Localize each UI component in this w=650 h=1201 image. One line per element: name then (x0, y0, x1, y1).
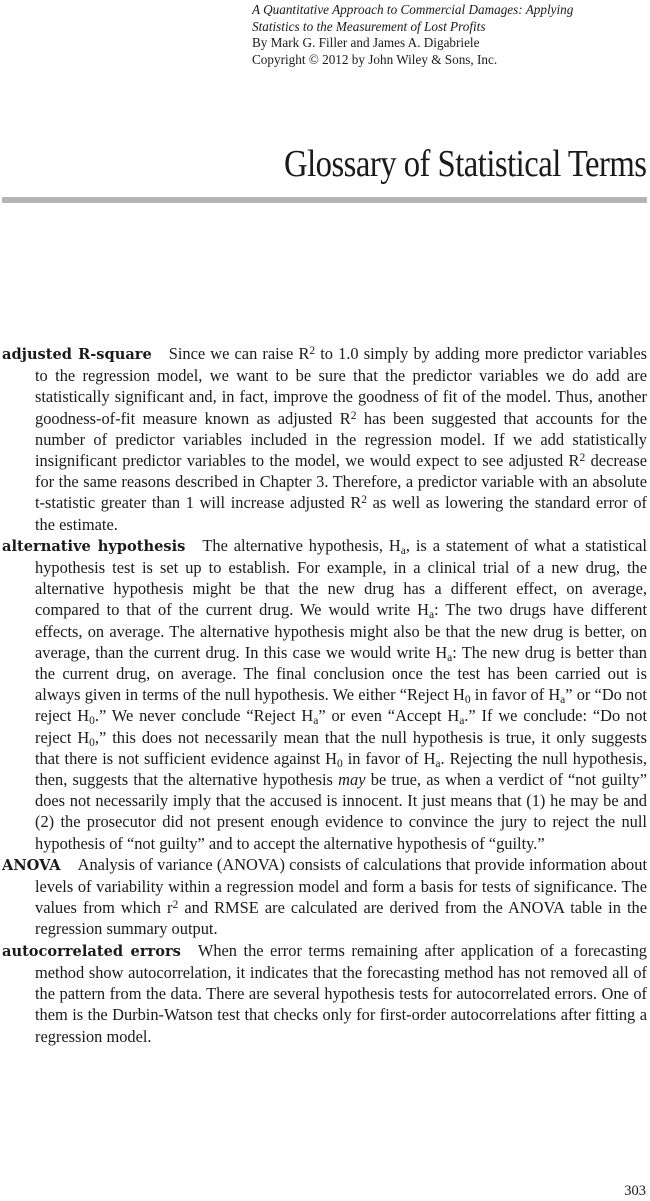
book-copyright: Copyright © 2012 by John Wiley & Sons, Inc. (252, 51, 498, 67)
book-title-line-2: Statistics to the Measurement of Lost Profits (252, 18, 486, 34)
chapter-title: Glossary of Statistical Terms (283, 143, 646, 185)
glossary-term: adjusted R-square (2, 346, 152, 363)
glossary-entry-anova: ANOVA Analysis of variance (ANOVA) consists of calculations that provide information about levels of variability within a regression model and form a basis for tests of significance. The values from which $r^2$ and RMSE are calculated are derived from the ANOVA table in the regression summary output. (2, 854, 647, 939)
book-header (252, 2, 647, 68)
title-rule (2, 197, 647, 203)
glossary-entry-adjusted-r-square: adjusted R-square Since we can raise $R^2$ to 1.0 simply by adding more predictor variables to the regression model, we want to be sure that the predictor variables we do add are statistically significant and, in fact, improve the goodness of fit of the model. Thus, another goodness-of-fit measure known as adjusted $R^2$ has been suggested that accounts for the number of predictor variables included in the regression model. If we add statistically insignificant predictor variables to the model, we would expect to see adjusted $R^2$ decrease for the same reasons described in Chapter 3. Therefore, a predictor variable with an absolute t-statistic greater than 1 will increase adjusted $R^2$ as well as lowering the standard error of the estimate. (2, 344, 648, 534)
glossary-entry-alternative-hypothesis: alternative hypothesis The alternative hypothesis, $H_a$, is a statement of what a statistical hypothesis test is set up to establish. For example, in a clinical trial of a new drug, the alternative hypothesis might be that the new drug has a different effect, on average, compared to that of the current drug. We would write $H_a$: The two drugs have different effects, on average. The alternative hypothesis might also be that the new drug is better, on average, than the current drug. In this case we would write $H_a$: The new drug is better than the current drug, on average. The final conclusion once the test has been carried out is always given in terms of the null hypothesis. We either “Reject $H_0$ in favor of $H_a$” or “Do not reject $H_0$.” We never conclude “Reject $H_a$” or even “Accept $H_a$.” If we conclude: “Do not reject $H_0$,” this does not necessarily mean that the null hypothesis is true, it only suggests that there is not sufficient evidence against $H_0$ in favor of $H_a$. Rejecting the null hypothesis, then, suggests that the alternative hypothesis may be true, as when a verdict of “not guilty” does not necessarily imply that the accused is innocent. It just means that (1) he may be and (2) the prosecutor did not present enough evidence to convince the jury to reject the null hypothesis of “not guilty” and to accept the alternative hypothesis of “guilty.” (2, 535, 648, 853)
glossary-term: alternative hypothesis (2, 537, 186, 555)
book-title-line-1: A Quantitative Approach to Commercial Damages: Applying (252, 2, 574, 17)
book-authors: By Mark G. Filler and James A. Digabriele (252, 35, 480, 51)
glossary-term: ANOVA (2, 856, 61, 874)
glossary-term: autocorrelated errors (2, 942, 181, 960)
glossary-entry-autocorrelated-errors: autocorrelated errors When the error terms remaining after application of a forecasting method show autocorrelation, it indicates that the forecasting method has not removed all of the pattern from the data. There are several hypothesis tests for autocorrelated errors. One of them is the Durbin-Watson test that checks only for first-order autocorrelations after fitting a regression model. (2, 940, 647, 1046)
page-number: 303 (624, 1183, 646, 1199)
glossary-list (2, 343, 647, 1047)
